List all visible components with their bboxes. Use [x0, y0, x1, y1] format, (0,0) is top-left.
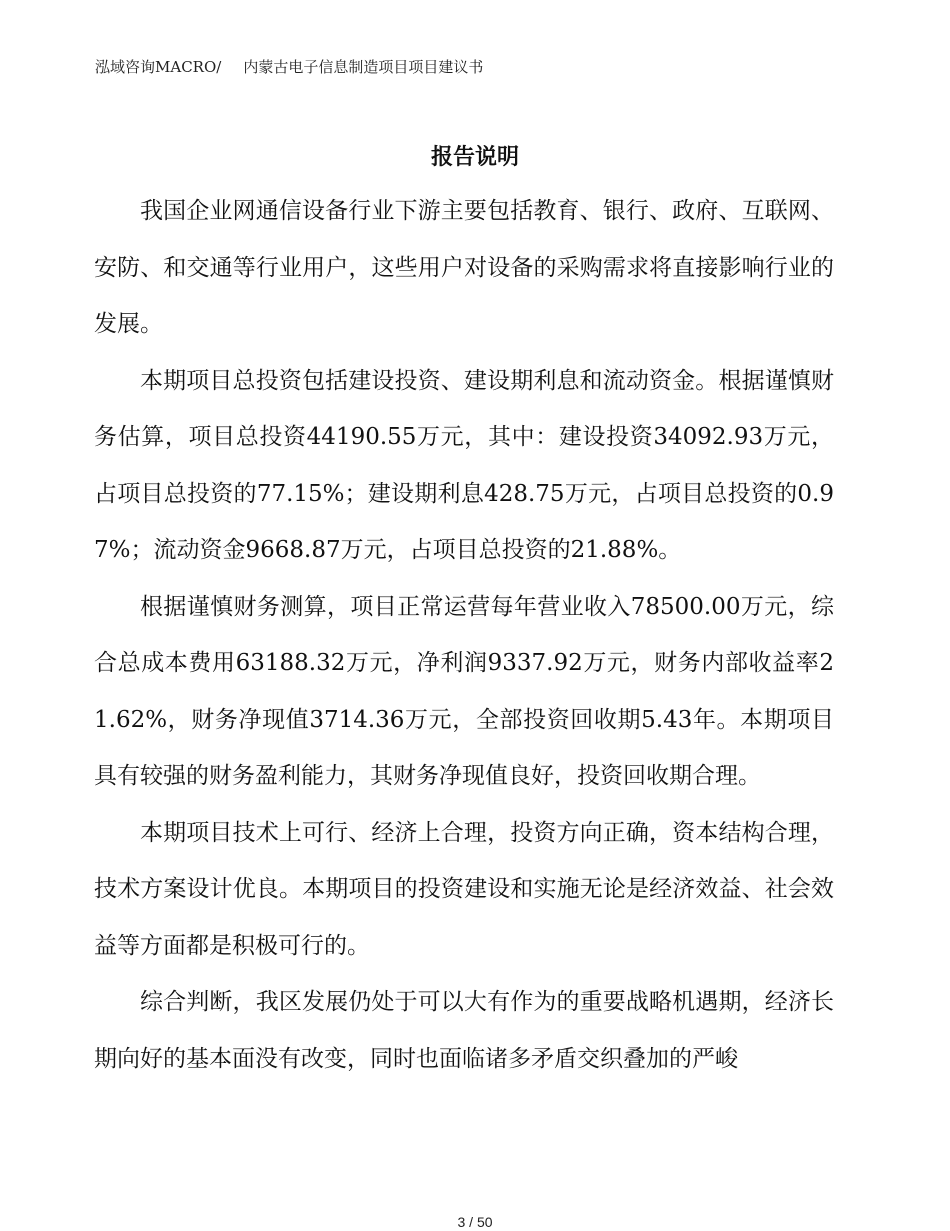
- paragraph-judgment: 综合判断，我区发展仍处于可以大有作为的重要战略机遇期，经济长期向好的基本面没有改变，同时也面临诸多矛盾交织叠加的严峻: [94, 989, 834, 1072]
- paragraph-investment: 本期项目总投资包括建设投资、建设期利息和流动资金。根据谨慎财务估算，项目总投资44190.55万元，其中：建设投资34092.93万元，占项目总投资的77.15%；建设期利息428.75万元，占项目总投资的0.97%；流动资金9668.87万元，占项目总投资的21.88%。: [94, 367, 834, 563]
- paragraph-feasibility: 本期项目技术上可行、经济上合理，投资方向正确，资本结构合理，技术方案设计优良。本期项目的投资建设和实施无论是经济效益、社会效益等方面都是积极可行的。: [94, 819, 834, 959]
- section-title: 报告说明: [430, 144, 519, 170]
- running-header: [95, 57, 483, 77]
- paragraph-financials: 根据谨慎财务测算，项目正常运营每年营业收入78500.00万元，综合总成本费用63188.32万元，净利润9337.92万元，财务内部收益率21.62%，财务净现值3714.36万元，全部投资回收期5.43年。本期项目具有较强的财务盈利能力，其财务净现值良好，投资回收期合理。: [94, 593, 834, 789]
- paragraph-industry: 我国企业网通信设备行业下游主要包括教育、银行、政府、互联网、安防、和交通等行业用户，这些用户对设备的采购需求将直接影响行业的发展。: [94, 198, 834, 337]
- header-doc-title: 内蒙古电子信息制造项目项目建议书: [243, 58, 484, 76]
- report-body: [94, 183, 834, 1087]
- header-company: 泓域咨询MACRO/: [95, 58, 222, 76]
- page-number: 3 / 50: [457, 1214, 493, 1230]
